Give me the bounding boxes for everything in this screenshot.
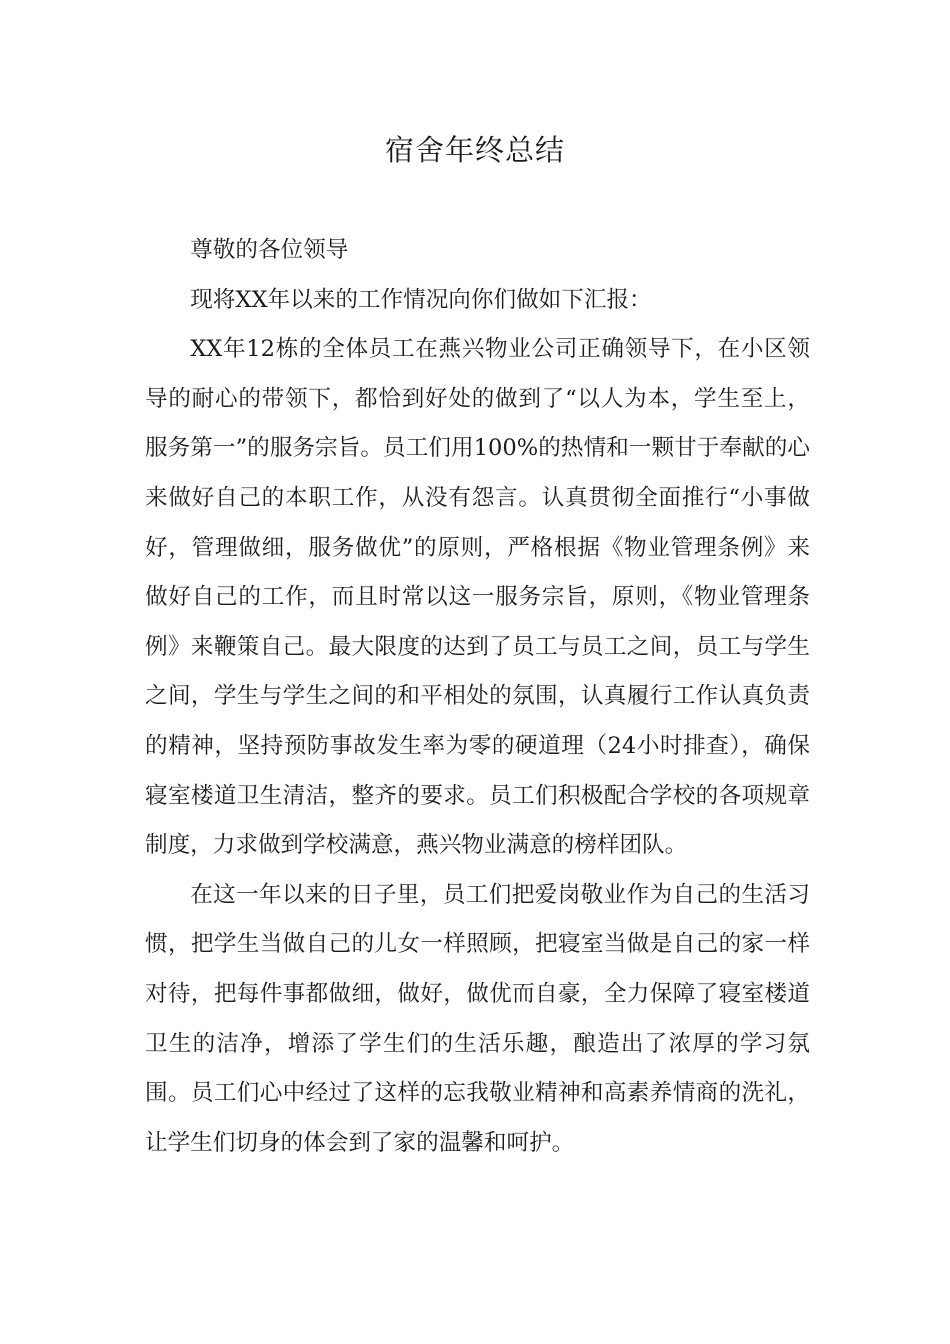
salutation-paragraph: 尊敬的各位领导: [190, 237, 349, 263]
body-paragraph: 在这一年以来的日子里，员工们把爱岗敬业作为自己的生活习惯，把学生当做自己的儿女一样照顾，把寝室当做是自己的家一样对待，把每件事都做细，做好，做优而自豪，全力保障了寝室楼道卫生的洁净，增添了学生们的生活乐趣，酿造出了浓厚的学习氛围。员工们心中经过了这样的忘我敬业精神和高素养情商的洗礼，让学生们切身的体会到了家的温馨和呵护。: [145, 881, 810, 1156]
document-title: 宿舍年终总结: [384, 133, 565, 167]
document-body: [145, 226, 810, 1168]
intro-paragraph: 现将XX年以来的工作情况向你们做如下汇报：: [190, 286, 652, 313]
body-paragraph: XX年12栋的全体员工在燕兴物业公司正确领导下，在小区领导的耐心的带领下，都恰到好处的做到了“以人为本，学生至上，服务第一”的服务宗旨。员工们用100%的热情和一颗甘于奉献的心来做好自己的本职工作，从没有怨言。认真贯彻全面推行“小事做好，管理做细，服务做优”的原则，严格根据《物业管理条例》来做好自己的工作，而且时常以这一服务宗旨，原则，《物业管理条例》来鞭策自己。最大限度的达到了员工与员工之间，员工与学生之间，学生与学生之间的和平相处的氛围，认真履行工作认真负责的精神，坚持预防事故发生率为零的硬道理（24小时排查），确保寝室楼道卫生清洁，整齐的要求。员工们积极配合学校的各项规章制度，力求做到学校满意，燕兴物业满意的榜样团队。: [145, 336, 810, 859]
